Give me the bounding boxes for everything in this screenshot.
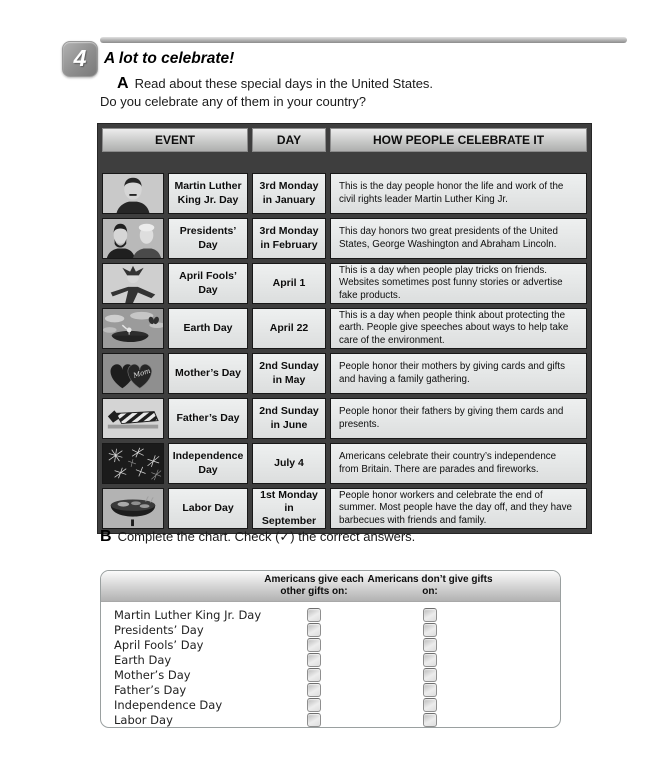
- event-description: People honor workers and celebrate the end of summer. Most people have the day off, and they have barbecues with friends and family.: [330, 488, 587, 529]
- checkbox-gifts-presidents-day[interactable]: [307, 623, 321, 637]
- table-header-event: EVENT: [102, 128, 248, 152]
- event-day: July 4: [252, 443, 326, 484]
- event-day: 1st Monday in September: [252, 488, 326, 529]
- chart-row-label: Earth Day: [114, 652, 172, 667]
- gifts-chart-list: [101, 602, 560, 727]
- chart-row: [101, 682, 560, 697]
- two-presidents-image: [102, 218, 164, 259]
- page-title: A lot to celebrate!: [104, 50, 235, 67]
- fireworks-image: [102, 443, 164, 484]
- table-header-how: HOW PEOPLE CELEBRATE IT: [330, 128, 587, 152]
- checkbox-gifts-mothers-day[interactable]: [307, 668, 321, 682]
- chart-row-label: Father’s Day: [114, 682, 187, 697]
- chart-row: [101, 712, 560, 727]
- part-b-instruction-text: Complete the chart. Check (✓) the correct answers.: [117, 529, 416, 544]
- chart-row: [101, 637, 560, 652]
- checkbox-no-gifts-mlk-day[interactable]: [423, 608, 437, 622]
- event-name: Presidents’ Day: [168, 218, 248, 259]
- chart-row: [101, 667, 560, 682]
- part-a-instruction: [117, 75, 433, 93]
- part-a-instruction-text: Read about these special days in the United States.: [134, 76, 434, 91]
- checkbox-no-gifts-earth-day[interactable]: [423, 653, 437, 667]
- holidays-table: [97, 123, 592, 534]
- event-name: Labor Day: [168, 488, 248, 529]
- event-day: 2nd Sunday in May: [252, 353, 326, 394]
- checkbox-no-gifts-fathers-day[interactable]: [423, 683, 437, 697]
- mlk-portrait-image: [102, 173, 164, 214]
- checkbox-gifts-april-fools-day[interactable]: [307, 638, 321, 652]
- part-b-instruction: [100, 528, 415, 546]
- event-description: This is a day when people think about protecting the earth. People give speeches about ways to help take care of the environment.: [330, 308, 587, 349]
- event-description: Americans celebrate their country’s independence from Britain. There are parades and fireworks.: [330, 443, 587, 484]
- event-description: People honor their mothers by giving cards and gifts and having a family gathering.: [330, 353, 587, 394]
- hearts-mom-image: [102, 353, 164, 394]
- event-day: 3rd Monday in January: [252, 173, 326, 214]
- chart-row: [101, 622, 560, 637]
- event-description: This is the day people honor the life and work of the civil rights leader Martin Luther King Jr.: [330, 173, 587, 214]
- event-day: April 22: [252, 308, 326, 349]
- chart-row-label: Presidents’ Day: [114, 622, 204, 637]
- event-name: Martin Luther King Jr. Day: [168, 173, 248, 214]
- event-name: Father’s Day: [168, 398, 248, 439]
- event-day: April 1: [252, 263, 326, 304]
- checkbox-gifts-labor-day[interactable]: [307, 713, 321, 727]
- gifts-chart-header: [101, 571, 560, 602]
- checkbox-no-gifts-independence-day[interactable]: [423, 698, 437, 712]
- striped-necktie-image: [102, 398, 164, 439]
- event-name: Mother’s Day: [168, 353, 248, 394]
- part-a-label: A: [117, 75, 129, 92]
- chart-row-label: Mother’s Day: [114, 667, 191, 682]
- chart-row-label: Martin Luther King Jr. Day: [114, 607, 262, 622]
- chart-row-label: Independence Day: [114, 697, 223, 712]
- event-name: Earth Day: [168, 308, 248, 349]
- checkbox-no-gifts-labor-day[interactable]: [423, 713, 437, 727]
- checkbox-gifts-earth-day[interactable]: [307, 653, 321, 667]
- chart-row: [101, 652, 560, 667]
- birdbath-nature-image: [102, 308, 164, 349]
- event-name: Independence Day: [168, 443, 248, 484]
- chart-row: [101, 697, 560, 712]
- part-b-label: B: [100, 528, 112, 545]
- table-header-day: DAY: [252, 128, 326, 152]
- svg-text:Mom: Mom: [132, 366, 152, 380]
- chart-row-label: April Fools’ Day: [114, 637, 204, 652]
- chart-column-no-gifts: Americans don’t give gifts on:: [367, 574, 493, 597]
- checkbox-no-gifts-presidents-day[interactable]: [423, 623, 437, 637]
- section-number-badge: 4: [62, 41, 98, 77]
- section-divider-bar: [100, 37, 627, 43]
- event-name: April Fools’ Day: [168, 263, 248, 304]
- checkbox-gifts-mlk-day[interactable]: [307, 608, 321, 622]
- checkbox-no-gifts-april-fools-day[interactable]: [423, 638, 437, 652]
- event-day: 3rd Monday in February: [252, 218, 326, 259]
- event-description: This day honors two great presidents of the United States, George Washington and Abraham Lincoln.: [330, 218, 587, 259]
- event-day: 2nd Sunday in June: [252, 398, 326, 439]
- chart-row: [101, 607, 560, 622]
- jester-image: [102, 263, 164, 304]
- event-description: People honor their fathers by giving them cards and presents.: [330, 398, 587, 439]
- part-a-instruction-line2: Do you celebrate any of them in your country?: [100, 94, 366, 109]
- event-description: This is a day when people play tricks on friends. Websites sometimes post funny stories or advertise fake products.: [330, 263, 587, 304]
- gifts-chart: [100, 570, 561, 728]
- checkbox-no-gifts-mothers-day[interactable]: [423, 668, 437, 682]
- chart-row-label: Labor Day: [114, 712, 173, 727]
- barbecue-grill-image: [102, 488, 164, 529]
- chart-column-gifts: Americans give each other gifts on:: [264, 574, 364, 597]
- checkbox-gifts-independence-day[interactable]: [307, 698, 321, 712]
- checkbox-gifts-fathers-day[interactable]: [307, 683, 321, 697]
